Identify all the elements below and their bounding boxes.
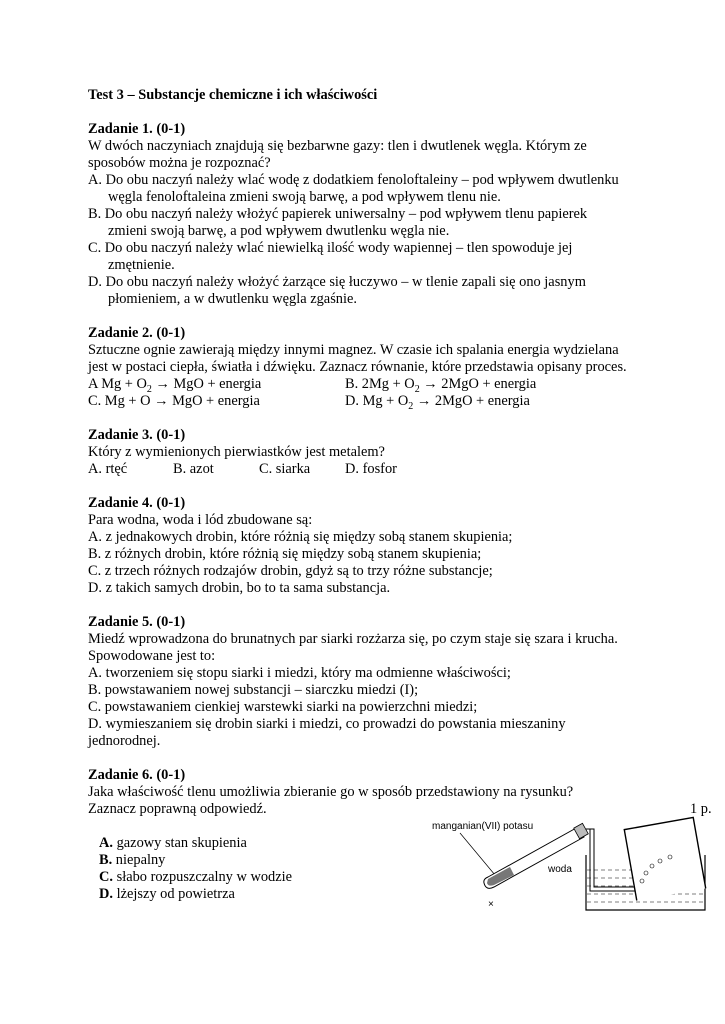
- task-3-question: Który z wymienionych pierwiastków jest metalem?: [88, 444, 385, 460]
- task-1-option-d-cont: płomieniem, a w dwutlenku węgla zgaśnie.: [108, 291, 357, 307]
- task-6-option-c: C. słabo rozpuszczalny w wodzie: [99, 869, 293, 885]
- task-1-option-b: B. Do obu naczyń należy włożyć papierek uniwersalny – pod wpływem tlenu papierek: [88, 206, 588, 222]
- task-6-question-line-1: Jaka właściwość tlenu umożliwia zbieranie go w sposób przedstawiony na rysunku?: [88, 784, 574, 800]
- task-4-option-d: D. z takich samych drobin, bo to ta sama substancja.: [88, 580, 391, 596]
- task-1-option-a: A. Do obu naczyń należy wlać wodę z dodatkiem fenoloftaleiny – pod wpływem dwutlenku: [88, 172, 619, 188]
- label-pointer-line: [460, 833, 495, 875]
- task-1-question-line-1: W dwóch naczyniach znajdują się bezbarwne gazy: tlen i dwutlenek węgla. Którym ze: [88, 138, 587, 154]
- task-2-heading: Zadanie 2. (0-1): [88, 325, 186, 341]
- task-2-option-a: A $Mg + O_2$ → MgO + energia: [88, 376, 262, 395]
- task-2-option-c: C. Mg + O → MgO + energia: [88, 393, 260, 409]
- oxygen-collection-diagram: [430, 815, 710, 915]
- task-4-question: Para wodna, woda i lód zbudowane są:: [88, 512, 313, 528]
- collecting-vessel: [624, 817, 705, 900]
- page-title: Test 3 – Substancje chemiczne i ich właściwości: [88, 87, 378, 103]
- task-6-option-a: A. gazowy stan skupienia: [99, 835, 247, 851]
- task-1-option-b-cont: zmieni swoją barwę, a pod wpływem dwutlenku węgla nie.: [108, 223, 450, 239]
- task-5-heading: Zadanie 5. (0-1): [88, 614, 186, 630]
- task-3-option-c: C. siarka: [259, 461, 311, 477]
- task-6-points: 1 p.: [690, 801, 712, 817]
- task-2-question-line-1: Sztuczne ognie zawierają między innymi magnez. W czasie ich spalania energia wydzielana: [88, 342, 619, 358]
- task-2-option-d: D. $Mg + O_2 \to 2MgO$ + energia: [345, 393, 530, 412]
- task-1-heading: Zadanie 1. (0-1): [88, 121, 186, 137]
- task-5-question-line-2: Spowodowane jest to:: [88, 648, 216, 664]
- task-2-question-line-2: jest w postaci ciepła, światła i dźwięku. Zaznacz równanie, które przedstawia opisany proces.: [88, 359, 627, 375]
- task-5-option-d: D. wymieszaniem się drobin siarki i miedzi, co prowadzi do powstania mieszaniny: [88, 716, 566, 732]
- task-6-option-b: B. niepalny: [99, 852, 166, 868]
- task-4-option-c: C. z trzech różnych rodzajów drobin, gdyż są to trzy różne substancje;: [88, 563, 493, 579]
- figure-label-water: woda: [548, 864, 572, 875]
- task-6-option-d: D. lżejszy od powietrza: [99, 886, 235, 902]
- task-5-option-b: B. powstawaniem nowej substancji – siarczku miedzi (I);: [88, 682, 419, 698]
- task-1-option-c: C. Do obu naczyń należy wlać niewielką ilość wody wapiennej – tlen spowoduje jej: [88, 240, 573, 256]
- task-3-option-d: D. fosfor: [345, 461, 397, 477]
- task-6-heading: Zadanie 6. (0-1): [88, 767, 186, 783]
- task-4-option-b: B. z różnych drobin, które różnią się między sobą stanem skupienia;: [88, 546, 482, 562]
- task-3-heading: Zadanie 3. (0-1): [88, 427, 186, 443]
- burner-icon: ×: [488, 899, 494, 910]
- test-tube: [484, 823, 588, 888]
- task-1-question-line-2: sposobów można je rozpoznać?: [88, 155, 271, 171]
- task-5-option-c: C. powstawaniem cienkiej warstewki siarki na powierzchni miedzi;: [88, 699, 478, 715]
- task-1-option-d: D. Do obu naczyń należy włożyć żarzące się łuczywo – w tlenie zapali się ono jasnym: [88, 274, 586, 290]
- task-5-option-d-cont: jednorodnej.: [88, 733, 161, 749]
- task-4-option-a: A. z jednakowych drobin, które różnią się między sobą stanem skupienia;: [88, 529, 513, 545]
- task-1-option-c-cont: zmętnienie.: [108, 257, 175, 273]
- task-1-option-a-cont: węgla fenoloftaleina zmieni swoją barwę, a pod wpływem tlenu nie.: [108, 189, 501, 205]
- task-4-heading: Zadanie 4. (0-1): [88, 495, 186, 511]
- task-3-option-a: A. rtęć: [88, 461, 128, 477]
- task-5-option-a: A. tworzeniem się stopu siarki i miedzi, który ma odmienne właściwości;: [88, 665, 511, 681]
- task-6-question-line-2: Zaznacz poprawną odpowiedź.: [88, 801, 267, 817]
- figure-label-permanganate: manganian(VII) potasu: [432, 821, 534, 832]
- task-5-question-line-1: Miedź wprowadzona do brunatnych par siarki rozżarza się, po czym staje się szara i krucha.: [88, 631, 618, 647]
- task-3-option-b: B. azot: [173, 461, 214, 477]
- task-2-option-b: B. $2Mg + O_2 \to 2MgO$ + energia: [345, 376, 537, 395]
